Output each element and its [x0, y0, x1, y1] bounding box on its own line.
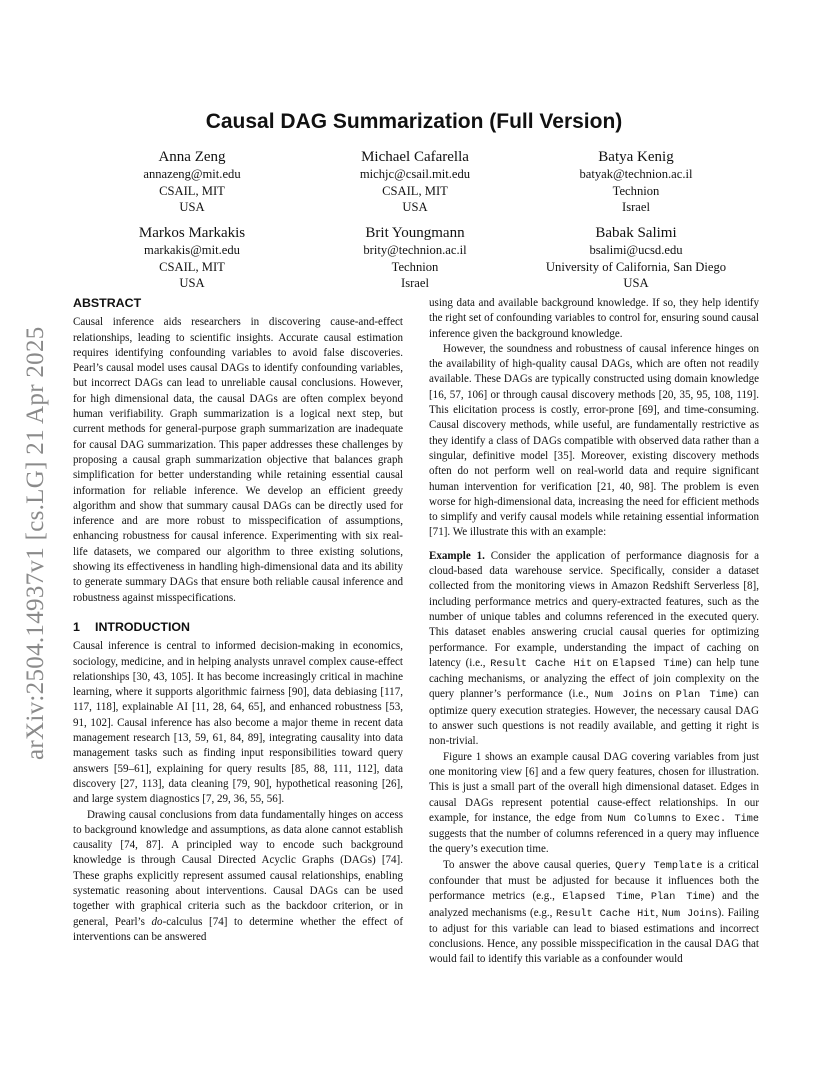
- text-run: Consider the application of performance diagnosis for a cloud-based data warehouse service. Specifically, consider a dataset collected from the monitoring views in Amazon Redshift Serverless [8], including performance metrics and query-extracted features, such as the number of unique tables and columns referenced in the executed query. This dataset enables answering crucial causal queries for optimizing performance. For example, understanding the impact of caching on latency (i.e.,: [429, 549, 759, 669]
- text-run: ). Failing to adjust for this variable can lead to biased estimations and incorrect conclusions. Hence, any possible misspecification in the causal DAG that would fail to identify this variable as a confounder would: [429, 906, 759, 966]
- text-run-italic: do: [151, 915, 163, 928]
- author-country: Israel: [622, 200, 650, 214]
- author-name: Anna Zeng: [158, 149, 226, 165]
- intro-paragraph: [73, 808, 403, 946]
- code-run: Elapsed Time: [612, 658, 688, 670]
- section-title: INTRODUCTION: [95, 619, 190, 634]
- left-column: [73, 296, 403, 945]
- author-block: [72, 224, 312, 292]
- right-column: [429, 296, 759, 968]
- author-email: markakis@mit.edu: [144, 243, 240, 257]
- text-run: ) can help tune caching mechanisms, or analyzing the effect of join complexity on the query planner’s performance (i.e.,: [429, 656, 759, 701]
- author-email: annazeng@mit.edu: [143, 167, 241, 181]
- code-run: Elapsed Time: [562, 892, 641, 904]
- text-run: To answer the above causal queries,: [443, 858, 616, 871]
- text-run: ) and the analyzed mechanisms (e.g.,: [429, 890, 759, 919]
- example-label: Example 1.: [429, 549, 485, 562]
- code-run: Query Template: [615, 860, 703, 872]
- author-email: bsalimi@ucsd.edu: [589, 243, 683, 257]
- author-email: brity@technion.ac.il: [363, 243, 467, 257]
- author-affiliation: CSAIL, MIT: [159, 183, 225, 198]
- code-run: Result Cache Hit: [556, 908, 656, 920]
- body-paragraph: using data and available background knowledge. If so, they help identify the right set of confounding variables to control for, ensuring sound causal inference given the background knowledge.: [429, 297, 759, 340]
- author-country: USA: [402, 200, 428, 214]
- author-affiliation: Technion: [612, 183, 660, 198]
- code-run: Result Cache Hit: [490, 658, 592, 670]
- intro-heading: [73, 620, 403, 635]
- author-affiliation: CSAIL, MIT: [382, 183, 448, 198]
- arxiv-stamp: arXiv:2504.14937v1 [cs.LG] 21 Apr 2025: [22, 326, 49, 760]
- text-run: to: [676, 811, 696, 824]
- example-paragraph: [429, 549, 759, 750]
- paper-title: Causal DAG Summarization (Full Version): [205, 110, 623, 133]
- author-block: [295, 148, 535, 216]
- abstract-text: Causal inference aids researchers in discovering cause-and-effect relationships, leading to scientific insights. Accurate causal estimation requires identifying confounding variables to avoid false discoveries. Pearl’s causal model uses causal DAGs to identify confounding variables, but incorrect DAGs can lead to unreliable causal conclusions. However, for high dimensional data, the causal DAGs are often complex beyond human verifiability. Graph summarization is a logical next step, but current methods for general-purpose graph summarization are inadequate for causal DAG summarization. This paper addresses these challenges by proposing a causal graph summarization objective that balances graph simplification for better understanding while retaining essential causal information for reliable inference. We develop an efficient greedy algorithm and show that summary causal DAGs can be directly used for inference and are more robust to misspecification of assumptions, enhancing robustness for causal inference. Experimenting with six real-life datasets, we compared our algorithm to three existing solutions, showing its effectiveness in handling high-dimensional data and its ability to generate summary DAGs that ensure both reliable causal inference and robustness against misspecifications.: [73, 316, 403, 604]
- author-affiliation: Technion: [391, 259, 439, 274]
- author-name: Markos Markakis: [138, 225, 246, 241]
- author-name: Brit Youngmann: [365, 225, 465, 241]
- text-run: ,: [640, 890, 651, 903]
- author-email: batyak@technion.ac.il: [579, 167, 693, 181]
- author-email: michjc@csail.mit.edu: [359, 167, 471, 181]
- code-run: Exec. Time: [695, 813, 759, 825]
- author-country: USA: [179, 276, 205, 290]
- author-country: USA: [623, 276, 649, 290]
- author-block: [516, 224, 756, 292]
- code-run: Num Joins: [661, 908, 718, 920]
- author-name: Batya Kenig: [598, 149, 674, 165]
- author-country: Israel: [401, 276, 429, 290]
- author-affiliation: University of California, San Diego: [545, 259, 727, 274]
- code-run: Num Joins: [594, 690, 653, 702]
- author-country: USA: [179, 200, 205, 214]
- intro-paragraph: Causal inference is central to informed decision-making in economics, sociology, medicine, and in helping analysts unravel complex cause-effect relationships [30, 43, 105]. It has become increasingly critical in machine learning, where it supports algorithmic fairness [90], data debiasing [117, 117, 118], explainable AI [11, 28, 64, 65], and enhanced robustness [53, 91, 102]. Causal inference has also become a major theme in recent data management research [13, 59, 61, 84, 89], integrating causality into data management tasks such as finding input responsibilities toward query answers [59–61], explaining for query results [85, 88, 111, 112], data discovery [27, 113], data cleaning [79, 90], hypothetical reasoning [26], and large system diagnostics [7, 29, 36, 55, 56].: [73, 640, 403, 806]
- text-run: on: [652, 688, 676, 701]
- author-block: [72, 148, 312, 216]
- section-number: 1: [73, 619, 80, 634]
- author-affiliation: CSAIL, MIT: [159, 259, 225, 274]
- author-block: [295, 224, 535, 292]
- text-run: -calculus [74] to determine whether the effect of interventions can be answered: [73, 915, 403, 943]
- code-run: Num Columns: [607, 813, 677, 825]
- text-run: ,: [655, 906, 662, 919]
- text-run: suggests that the number of columns referenced in a query may influence the query’s execution time.: [429, 828, 759, 856]
- author-name: Babak Salimi: [595, 225, 677, 241]
- text-run: on: [592, 656, 613, 669]
- text-run: Drawing causal conclusions from data fundamentally hinges on access to background knowledge and assumptions, as data alone cannot establish causality [74, 87]. A principled way to encode such background knowledge is through Causal Directed Acyclic Graphs (DAGs) [74]. These graphs explicitly represent assumed causal relationships, enabling systematic reasoning about interventions. Causal DAGs can be used together with graphical criteria such as the backdoor criterion, or in general, Pearl’s: [73, 808, 403, 928]
- code-run: Plan Time: [675, 690, 735, 702]
- text-run: Figure 1 shows an example causal DAG covering variables from just one monitoring view [6] and a few query features, chosen for illustration. This is just a small part of the overall high dimensional dataset. Edges in causal DAGs represent potential cause-effect relationships. In our example, for instance, the edge from: [429, 750, 759, 824]
- code-run: Plan Time: [650, 892, 711, 904]
- author-name: Michael Cafarella: [361, 149, 469, 165]
- author-block: [516, 148, 756, 216]
- body-paragraph: [429, 858, 759, 968]
- body-paragraph: However, the soundness and robustness of causal inference hinges on the availability of high-quality causal DAGs, which are often not readily available. These DAGs are typically constructed using domain knowledge [16, 57, 106] or through causal discovery methods [20, 35, 95, 108, 119]. This elicitation process is costly, error-prone [69], and time-consuming. Causal discovery methods, while useful, are fundamentally restrictive as they identify a class of DAGs compatible with observed data rather than a singular, definitive model [35]. Moreover, existing discovery methods often do not perform well on real-world data and require significant human intervention for verification [21, 40, 98]. The problem is even worse for high-dimensional data, increasing the need for efficient methods to simplify and verify causal models while retaining essential information [71]. We illustrate this with an example:: [429, 342, 759, 539]
- body-paragraph: [429, 750, 759, 858]
- text-run: ) can optimize query execution strategies. However, the necessary causal DAG to answer such questions is not readily available, and getting it right is non-trivial.: [429, 688, 759, 748]
- text-run: is a critical confounder that must be adjusted for because it influences both the performance metrics (e.g.,: [429, 858, 759, 903]
- abstract-heading: ABSTRACT: [73, 296, 142, 310]
